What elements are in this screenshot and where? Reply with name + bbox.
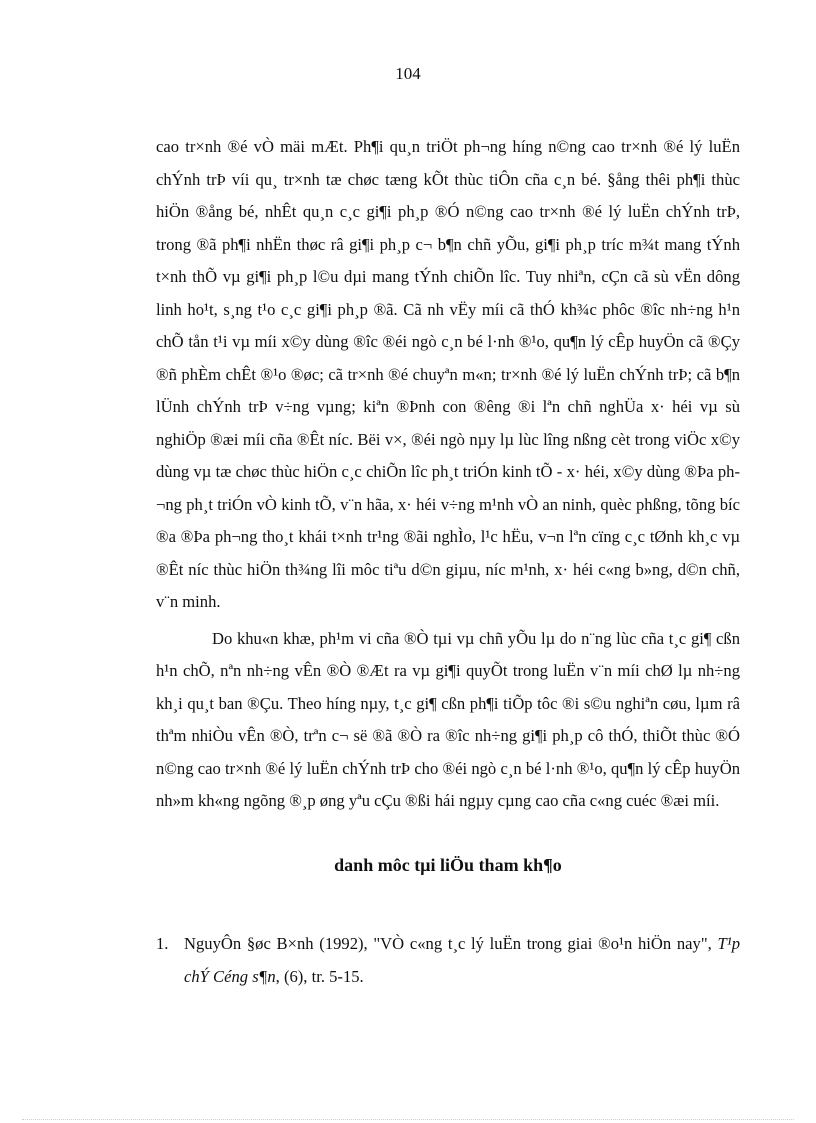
reference-list xyxy=(156,928,740,993)
paragraph-2: Do khu«n khæ, ph¹m vi cña ®Ò tµi vµ chñ yÕu lµ do n¨ng lùc cña t¸c gi¶ cßn h¹n chÕ, nªn nh÷ng vÊn ®Ò ®Æt ra vµ gi¶i quyÕt trong luËn v¨n míi chØ lµ nh÷ng kh¸i qu¸t ban ®Çu. Theo híng nµy, t¸c gi¶ cßn ph¶i tiÕp tôc ®i s©u nghiªn cøu, lµm râ thªm nhiÒu vÊn ®Ò, trªn c¬ së ®ã ®Ò ra ®îc nh÷ng gi¶i ph¸p cô thÓ, thiÕt thùc ®Ó n©ng cao tr×nh ®é lý luËn chÝnh trÞ cho ®éi ngò c¸n bé l·nh ®¹o, qu¶n lý cÊp huyÖn nh»m kh«ng ngõng ®¸p øng yªu cÇu ®ßi hái ngµy cµng cao cña c«ng cuéc ®æi míi. xyxy=(156,628,740,810)
reference-citation-tail: , (6), tr. 5-15. xyxy=(275,966,364,986)
reference-item xyxy=(156,928,740,993)
reference-number: 1. xyxy=(156,934,169,953)
reference-journal: T¹p chÝ Céng s¶n xyxy=(184,934,740,986)
paragraph-1: cao tr×nh ®é vÒ mäi mÆt. Ph¶i qu¸n triÖt ph¬ng híng n©ng cao tr×nh ®é lý luËn chÝnh trÞ víi qu¸ tr×nh tæ chøc tæng kÕt thùc tiÔn cña c¸n bé. §ång thêi ph¶i thùc hiÖn ®ång bé, nhÊt qu¸n c¸c gi¶i ph¸p ®Ó n©ng cao tr×nh ®é lý luËn chÝnh trÞ, trong ®ã ph¶i nhËn thøc râ gi¶i ph¸p c¬ b¶n chñ yÕu, gi¶i ph¸p tríc m¾t mang tÝnh t×nh thÕ vµ gi¶i ph¸p l©u dµi mang tÝnh chiÕn lîc. Tuy nhiªn, cÇn cã sù vËn dông linh ho¹t, s¸ng t¹o c¸c gi¶i ph¸p ®ã. Cã nh vËy míi cã thÓ kh¾c phôc ®îc nh÷ng h¹n chÕ tån t¹i vµ míi x©y dùng ®îc ®éi ngò c¸n bé l·nh ®¹o, qu¶n lý cÊp huyÖn cã ®Çy ®ñ phÈm chÊt ®¹o ®øc; cã tr×nh ®é chuyªn m«n; tr×nh ®é lý luËn chÝnh trÞ; cã b¶n lÜnh chÝnh trÞ v÷ng vµng; kiªn ®Þnh con ®êng ®i lªn chñ nghÜa x· héi vµ sù nghiÖp ®æi míi cña ®Êt níc. Bëi v×, ®éi ngò nµy lµ lùc lîng nßng cèt trong viÖc x©y dùng vµ tæ chøc thùc hiÖn c¸c chiÕn lîc ph¸t triÓn kinh tÕ - x· héi, x©y dùng ®Þa ph¬ng ph¸t triÓn vÒ kinh tÕ, v¨n hãa, x· héi v÷ng m¹nh vÒ an ninh, quèc phßng, tõng bíc ®a ®Þa ph¬ng tho¸t khái t×nh tr¹ng ®ãi nghÌo, l¹c hËu, v¬n lªn cïng c¸c tØnh kh¸c vµ ®Êt níc thùc hiÖn th¾ng lîi môc tiªu d©n giµu, níc m¹nh, x· héi c«ng b»ng, d©n chñ, v¨n minh. xyxy=(156,137,740,611)
page-bottom-rule xyxy=(22,1119,794,1120)
body-text xyxy=(156,131,740,818)
references-heading: danh môc tµi liÖu tham kh¶o xyxy=(334,855,562,875)
reference-text xyxy=(184,928,740,993)
reference-citation: NguyÔn §øc B×nh (1992), "VÒ c«ng t¸c lý luËn trong giai ®o¹n hiÖn nay", xyxy=(184,934,718,953)
page-number: 104 xyxy=(395,64,421,83)
